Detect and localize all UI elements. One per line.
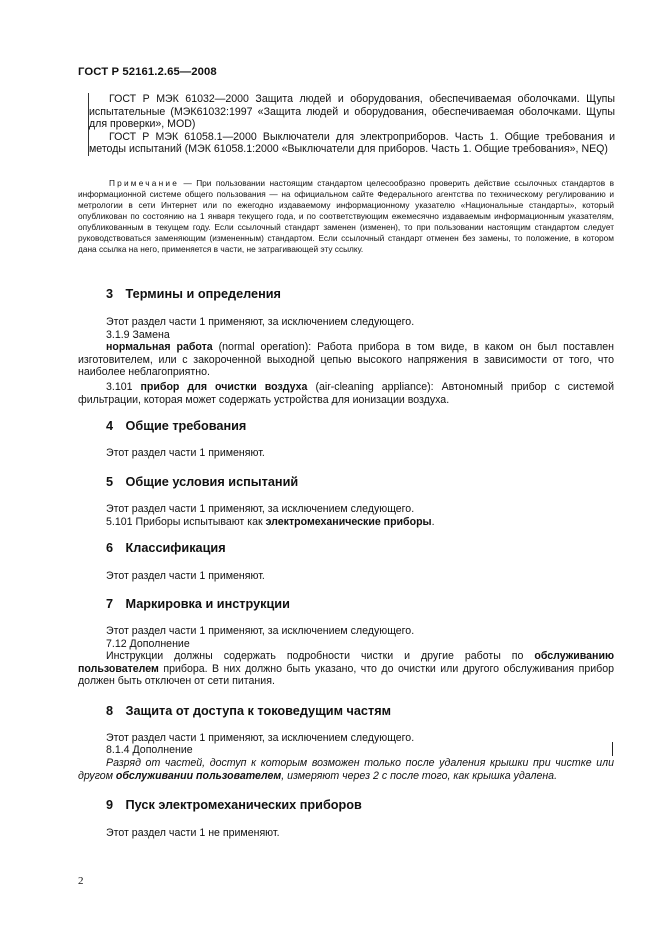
section-4-intro: Этот раздел части 1 применяют.: [106, 447, 265, 459]
reference-list: [88, 93, 615, 156]
item-8-1-4-text: Разряд от частей, доступ к которым возможен только после удаления крышки при чистке или другом обслуживании пользователем, измеряют через 2 с после того, как крышка удалена.: [78, 757, 614, 782]
note-label: Примечание: [109, 178, 180, 188]
note-block: [78, 178, 614, 255]
document-code: ГОСТ Р 52161.2.65—2008: [78, 66, 217, 78]
section-heading-9: 9 Пуск электромеханических приборов: [106, 798, 362, 812]
section-7-intro: Этот раздел части 1 применяют, за исключением следующего.: [106, 625, 415, 637]
item-3-1-9: 3.1.9 Замена: [106, 329, 170, 341]
definition-air-cleaning-appliance: 3.101 прибор для очистки воздуха (air-cleaning appliance): Автономный прибор с системой фильтрации, которая может содержать устройства для ионизации воздуха.: [78, 381, 614, 406]
reference-item: ГОСТ Р МЭК 61058.1—2000 Выключатели для электроприборов. Часть 1. Общие требования и методы испытаний (МЭК 61058.1:2000 «Выключатели для приборов. Часть 1. Общие требования», NEQ): [89, 130, 615, 156]
section-8-intro: Этот раздел части 1 применяют, за исключением следующего.: [106, 732, 415, 744]
section-heading-4: 4 Общие требования: [106, 419, 247, 433]
section-heading-3: 3 Термины и определения: [106, 287, 281, 301]
change-bar: [612, 742, 613, 756]
term-air-cleaning-appliance: прибор для очистки воздуха: [140, 381, 308, 393]
item-7-12: 7.12 Дополнение: [106, 638, 190, 650]
section-heading-6: 6 Классификация: [106, 541, 226, 555]
note-text: — При пользовании настоящим стандартом целесообразно проверить действие ссылочных стандартов в информационной системе общего пользования — на официальном сайте Федерального агентства по техническому регулированию и метрологии в сети Интернет или по ежегодно издаваемому информационному указателю «Национальные стандарты», который опубликован по состоянию на 1 января текущего года, и по соответствующим ежемесячно издаваемым информационным указателям, опубликованным в текущем году. Если ссылочный стандарт заменен (изменен), то при пользовании настоящим стандартом следует руководствоваться заменяющим (измененным) стандартом. Если ссылочный стандарт отменен без замены, то положение, в котором дана ссылка на него, применяется в части, не затрагивающей эту ссылку.: [78, 178, 614, 255]
item-7-12-text: Инструкции должны содержать подробности чистки и другие работы по обслуживанию пользователем прибора. В них должно быть указано, что до очистки или другого обслуживания прибор должен быть отключен от сети питания.: [78, 650, 614, 687]
section-heading-8: 8 Защита от доступа к токоведущим частям: [106, 704, 391, 718]
section-heading-5: 5 Общие условия испытаний: [106, 475, 299, 489]
section-3-intro: Этот раздел части 1 применяют, за исключением следующего.: [106, 316, 415, 328]
term-normal-operation: нормальная работа: [106, 341, 213, 353]
section-6-intro: Этот раздел части 1 применяют.: [106, 570, 265, 582]
page-number: 2: [78, 875, 84, 887]
section-heading-7: 7 Маркировка и инструкции: [106, 597, 290, 611]
item-8-1-4: 8.1.4 Дополнение: [106, 744, 193, 756]
item-5-101: 5.101 Приборы испытывают как электромеханические приборы.: [106, 516, 435, 528]
section-9-intro: Этот раздел части 1 не применяют.: [106, 827, 280, 839]
definition-normal-operation: нормальная работа (normal operation): Работа прибора в том виде, в каком он был поставлен изготовителем, или с закороченной выходной цепью высокого напряжения в зависимости от того, что наиболее неблагоприятно.: [78, 341, 615, 378]
reference-item: ГОСТ Р МЭК 61032—2000 Защита людей и оборудования, обеспечиваемая оболочками. Щупы испытательные (МЭК61032:1997 «Защита людей и оборудования, обеспечиваемая оболочками. Щупы для проверки», MOD): [89, 93, 615, 131]
section-5-intro: Этот раздел части 1 применяют, за исключением следующего.: [106, 503, 415, 515]
